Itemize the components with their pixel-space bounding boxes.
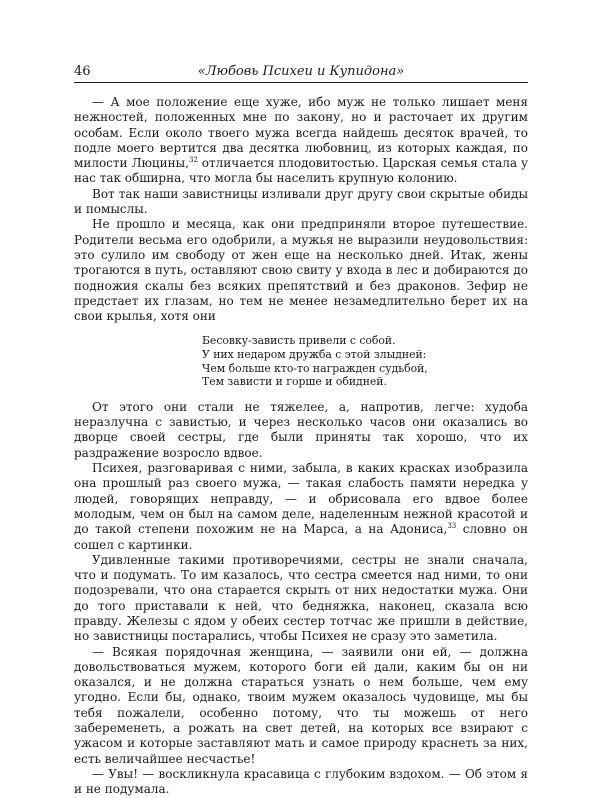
paragraph: — А мое положение еще хуже, ибо муж не только лишает меня нежностей, положенных мне по закону, но и расточает их другим особам. Если около твоего мужа всегда найдешь десяток врачей, то подле моего вертится два десятка любовниц, из которых каждая, по милости Люцины,$^{32}$ отличается плодовитостью. Царская семья стала у нас так обширна, что могла бы населить крупную колонию. (74, 95, 529, 186)
paragraph: — Увы! — воскликнула красавица с глубоким вздохом. — Об этом я и не подумала. (74, 766, 528, 797)
paragraph: — Всякая порядочная женщина, — заявили они ей, — должна довольствоваться мужем, которого боги ей дали, каким бы он ни оказался, и не должна стараться узнать о нем больше, чем ему угодно. Если бы, однако, твоим мужем оказалось чудовище, мы бы тебя пожалели, особенно потому, что ты можешь от него забеременеть, а рожать на свет детей, на которых все взирают с ужасом и которые заставляют мать и самое природу краснеть за них, есть величайшее несчастье! (74, 644, 528, 766)
page-number: 46 (74, 64, 91, 79)
footnote-ref: 33 (447, 522, 457, 531)
paragraph: От этого они стали не тяжелее, а, напротив, легче: худоба неразлучна с завистью, и через несколько часов они оказались во дворце своей сестры, где были приняты так хорошо, что их раздражение возросло вдвое. (74, 399, 528, 460)
paragraph: Удивленные такими противоречиями, сестры не знали сначала, что и подумать. То им казалось, что сестра смеется над ними, то они подозревали, что она старается скрыть от них недостатки мужа. Они до того приставали к ней, что бедняжка, наконец, сказала всю правду. Железы с ядом у обеих сестер тотчас же пришли в действие, но завистницы постарались, чтобы Психея не сразу это заметила. (74, 552, 528, 644)
page-header (74, 64, 528, 82)
header-rule (74, 82, 528, 83)
verse-line: Тем зависти и горше и обидней. (202, 375, 387, 389)
verse-line: Чем больше кто-то награжден судьбой, (202, 361, 428, 375)
verse-line: У них недаром дружба с этой злыдней: (202, 348, 427, 362)
paragraph: Психея, разговаривая с ними, забыла, в каких красках изобразила она прошлый раз своего мужа, — такая слабость памяти нередка у людей, говорящих неправду, — и обрисовала его вдвое более молодым, чем он был на самом деле, наделенным нежной красотой и до такой степени похожим не на Марса, а на Адониса,$^{33}$ словно он сошел с картинки. (74, 461, 528, 552)
paragraph: Вот так наши завистницы изливали друг другу свои скрытые обиды и помыслы. (74, 186, 528, 217)
running-title: «Любовь Психеи и Купидона» (197, 64, 405, 79)
body-text (74, 95, 528, 798)
footnote-ref: 32 (188, 156, 198, 165)
paragraph: Не прошло и месяца, как они предприняли второе путешествие. Родители весьма его одобрили, а мужья не выразили неудовольствия: это сулило им свободу от жен еще на несколько дней. Итак, жены трогаются в путь, оставляют свою свиту у входа в лес и добираются до подножия скалы без всяких препятствий и без драконов. Зефир не предстает их глазам, но тем не менее незамедлительно берет их на свои крылья, хотя они (74, 217, 528, 324)
verse-line: Бесовку-зависть привели с собой. (202, 334, 396, 348)
verse-quote (202, 334, 528, 388)
